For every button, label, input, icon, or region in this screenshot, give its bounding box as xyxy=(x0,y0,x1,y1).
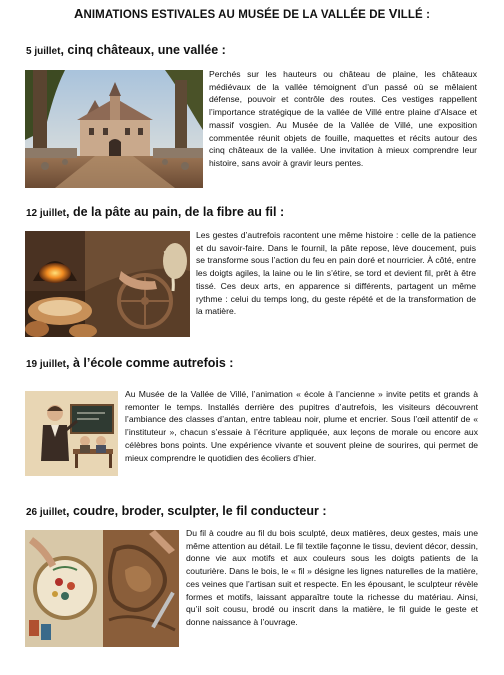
chateau-courtyard-image xyxy=(25,70,203,188)
section-text-2: Les gestes d’autrefois racontent une même histoire : celle de la patience et du savoir-faire. Dans le fournil, la pâte repose, lève doucement, puis se transforme sous l’action du feu en pain doré et nourricier. À côté, entre les doigts agiles, la laine ou le lin s’étire, se tord et devient fil, prêt à être tissé. Ces deux arts, en apparence si différents, partagent un même rythme : celui du temps long, du geste répété et de la transformation de la matière. xyxy=(196,230,476,317)
section-heading-2: 12 juillet, de la pâte au pain, de la fibre au fil : xyxy=(26,205,285,219)
old-classroom-image xyxy=(25,391,118,476)
section-text-1: Perchés sur les hauteurs ou château de plaine, les châteaux médiévaux de la vallée témoignent d’un passé où se mêlaient défense, pouvoir et contrôle des routes. Ces vestiges rappellent l’importance stratégique de la vallée de Villé entre plaine d’Alsace et massif vosgien. Au Musée de la Vallée de Villé, une exposition commentée réunit objets de fouille, maquettes et récits autour des cinq châteaux de la vallée. Une invitation à mieux comprendre leur histoire, sans avoir à gravir leurs pentes. xyxy=(209,69,477,168)
embroidery-and-woodcarving-image xyxy=(25,530,179,647)
section-heading-1: 5 juillet, cinq châteaux, une vallée : xyxy=(26,43,226,57)
section-heading-3: 19 juillet, à l’école comme autrefois : xyxy=(26,356,234,370)
section-text-4: Du fil à coudre au fil du bois sculpté, deux matières, deux gestes, mais une même attention au détail. Le fil textile façonne le tissu, devient décor, dessin, donne vie aux motifs et aux couleurs sous les doigts patients de la couturière. Dans le bois, le « fil » désigne les lignes naturelles de la matière, ces veines que l’artisan suit et respecte. En les épousant, le sculpteur révèle formes et motifs, laissant apparaître toute la richesse du matériau. Ainsi, qu’il soit cousu, brodé ou inscrit dans la matière, le fil guide le geste et donne naissance à l’ouvrage. xyxy=(186,528,478,627)
bread-and-spinning-image xyxy=(25,231,190,337)
section-heading-4: 26 juillet, coudre, broder, sculpter, le fil conducteur : xyxy=(26,504,327,518)
section-text-3: Au Musée de la Vallée de Villé, l’animation « école à l’ancienne » invite petits et grands à remonter le temps. Installés derrière des pupitres d’autrefois, les visiteurs découvrent l’ambiance des classes d’antan, entre tableau noir, plume et encrier. Sous l’œil attentif de « l’instituteur », chacun s’essaie à l’écriture appliquée, aux leçons de morale ou encore aux célèbres bons points. Une expérience vivante et souvent pleine de sourires, qui permet de mieux comprendre le quotidien des écoliers d’hier. xyxy=(125,389,478,463)
page-title: ANIMATIONS ESTIVALES AU MUSÉE DE LA VALLÉE DE VILLÉ : xyxy=(73,6,431,21)
